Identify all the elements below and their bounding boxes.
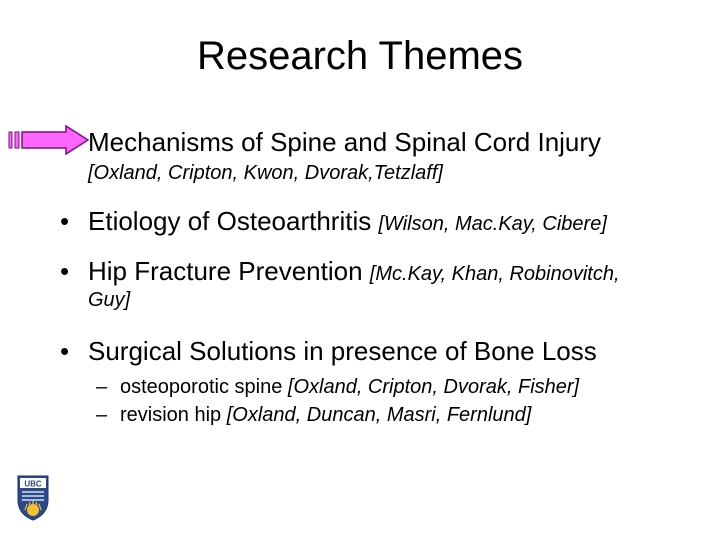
logo-text: UBC xyxy=(24,479,42,489)
dash-2: – xyxy=(96,404,108,426)
item-2-authors: [Wilson, Mac.Kay, Cibere] xyxy=(378,213,607,235)
bullet-3: • xyxy=(60,256,70,286)
subitem-2-line xyxy=(120,403,531,427)
ubc-crest-logo xyxy=(16,474,50,522)
item-1-text: Mechanisms of Spine and Spinal Cord Injury xyxy=(88,127,602,157)
bullet-2: • xyxy=(60,206,70,236)
item-3-authors-2: Guy] xyxy=(88,289,131,311)
subitem-2-text: revision hip xyxy=(120,404,222,426)
subitem-1-authors: [Oxland, Cripton, Dvorak, Fisher] xyxy=(287,376,580,398)
slide-title: Research Themes xyxy=(196,34,524,78)
item-2-text: Etiology of Osteoarthritis xyxy=(88,206,372,236)
subitem-1-text: osteoporotic spine xyxy=(120,376,283,398)
item-4-text: Surgical Solutions in presence of Bone Loss xyxy=(88,336,597,366)
item-3-text: Hip Fracture Prevention xyxy=(88,256,363,286)
bullet-4: • xyxy=(60,336,70,366)
dash-1: – xyxy=(96,376,108,398)
item-1-authors: [Oxland, Cripton, Kwon, Dvorak,Tetzlaff] xyxy=(88,162,443,184)
subitem-2-authors: [Oxland, Duncan, Masri, Fernlund] xyxy=(226,404,532,426)
item-2-line xyxy=(88,206,607,239)
magenta-arrow-icon xyxy=(8,124,90,156)
item-3-line xyxy=(88,256,620,289)
subitem-1-line xyxy=(120,375,579,399)
item-3-authors-1: [Mc.Kay, Khan, Robinovitch, xyxy=(369,263,620,285)
